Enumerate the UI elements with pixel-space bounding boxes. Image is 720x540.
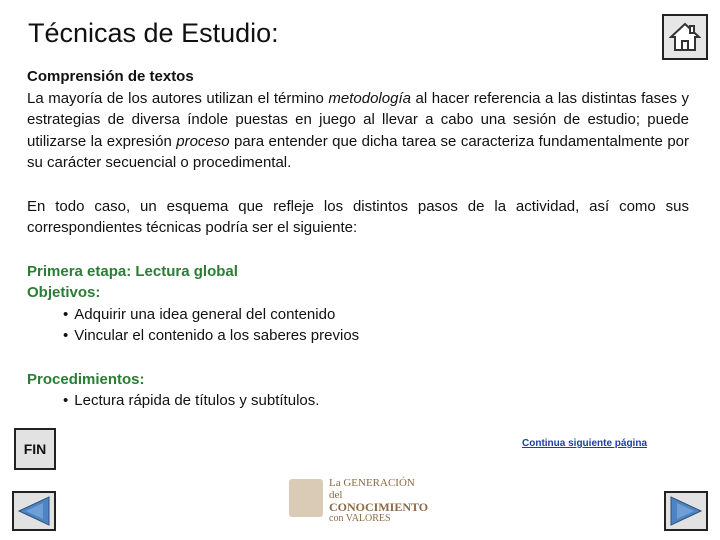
logo bbox=[287, 475, 431, 524]
intro-emphasis-metodologia: metodología bbox=[328, 89, 411, 107]
fin-button[interactable]: FIN bbox=[14, 428, 56, 470]
page-title: Técnicas de Estudio: bbox=[28, 18, 279, 48]
previous-button[interactable] bbox=[12, 491, 56, 531]
intro-text-2: al hacer referencia a las distintas fases y estrategias de diversa índole puestas en juego al llevar a cabo una sesión de estudio; puede utilizarse la expresión bbox=[27, 89, 689, 150]
objectives-label: Objetivos: bbox=[27, 284, 101, 301]
intro-text-1: La mayoría de los autores utilizan el término bbox=[27, 89, 329, 107]
logo-emblem bbox=[289, 479, 323, 517]
next-page-link[interactable]: Continua siguiente página bbox=[522, 438, 648, 449]
logo-text bbox=[329, 477, 431, 525]
main-content bbox=[27, 66, 689, 412]
logo-line-3: con VALORES bbox=[329, 513, 391, 524]
next-button[interactable] bbox=[664, 491, 708, 531]
scheme-paragraph: En todo caso, un esquema que refleje los distintos pasos de la actividad, así como sus correspondientes técnicas podría ser el siguiente: bbox=[27, 197, 689, 236]
procedure-item: • Lectura rápida de títulos y subtítulos. bbox=[27, 390, 689, 412]
logo-line-1: La GENERACIÓN del bbox=[329, 477, 415, 501]
stage-title: Primera etapa: Lectura global bbox=[27, 262, 238, 280]
logo-line-2: CONOCIMIENTO bbox=[329, 500, 429, 514]
right-arrow-icon bbox=[669, 495, 703, 527]
intro-emphasis-proceso: proceso bbox=[176, 132, 230, 150]
procedures-label: Procedimientos: bbox=[27, 370, 145, 388]
section-subheading: Comprensión de textos bbox=[27, 68, 194, 85]
left-arrow-icon bbox=[17, 495, 51, 527]
objective-item: • Vincular el contenido a los saberes previos bbox=[27, 325, 689, 347]
home-icon bbox=[669, 21, 701, 53]
home-button[interactable] bbox=[662, 14, 708, 60]
intro-text-3: para entender que dicha tarea se caracteriza fundamentalmente por su carácter secuencial o procedimental. bbox=[27, 132, 690, 171]
intro-paragraph bbox=[27, 88, 689, 174]
objective-item: • Adquirir una idea general del contenido bbox=[27, 304, 689, 326]
